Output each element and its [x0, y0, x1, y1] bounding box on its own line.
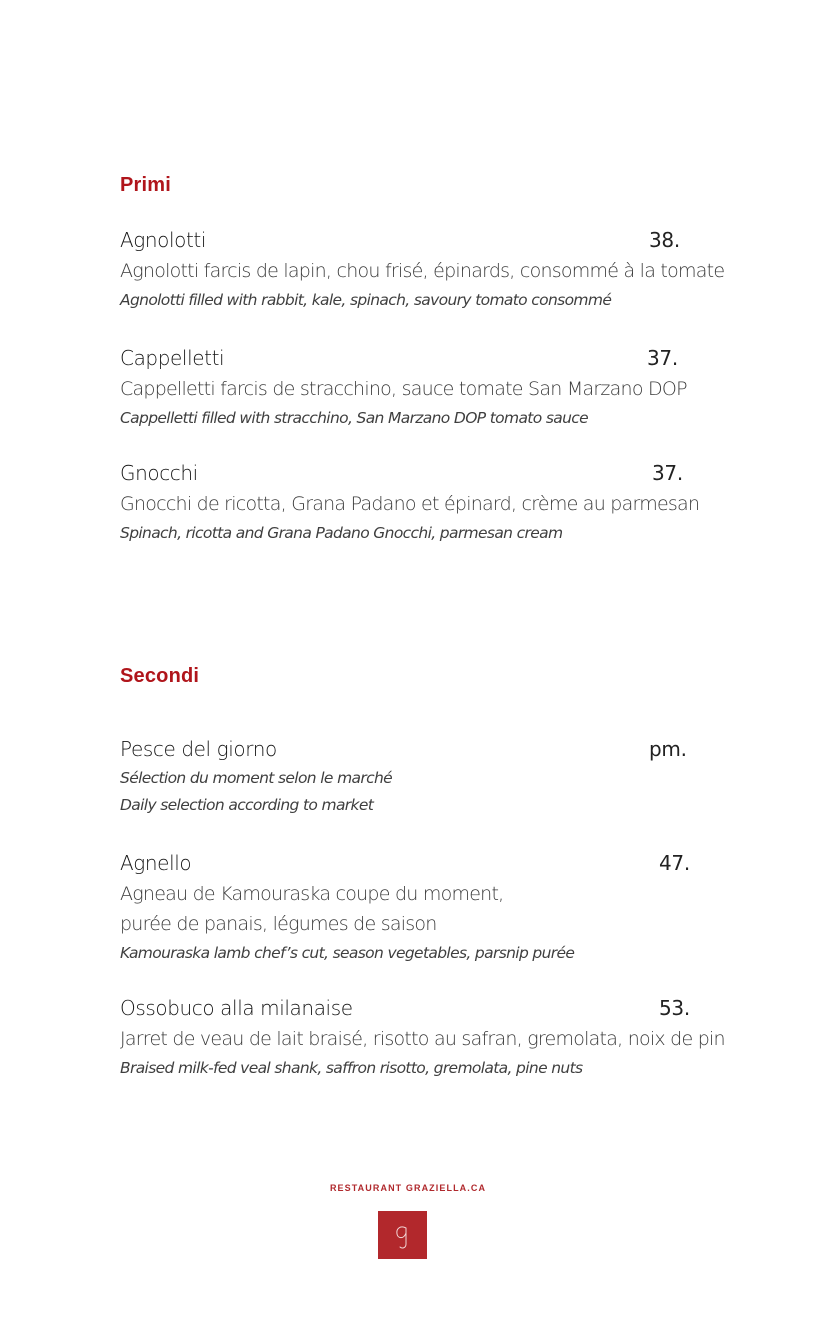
- item-name: Agnello: [120, 851, 192, 875]
- menu-item-gnocchi: [120, 461, 700, 541]
- item-description-en: Braised milk-fed veal shank, saffron risotto, gremolata, pine nuts: [120, 1059, 583, 1077]
- menu-item-agnello: [120, 851, 700, 966]
- menu-item-cappelletti: [120, 346, 700, 426]
- section-title-secondi: Secondi: [120, 665, 200, 687]
- item-description-fr-line2: purée de panais, légumes de saison: [120, 913, 437, 935]
- item-description-fr: Jarret de veau de lait braisé, risotto au safran, gremolata, noix de pin: [120, 1028, 725, 1050]
- item-name: Agnolotti: [120, 228, 207, 252]
- item-description-en: Kamouraska lamb chef’s cut, season vegetables, parsnip purée: [120, 944, 575, 962]
- item-price: 37.: [652, 461, 683, 485]
- item-description-en: Cappelletti filled with stracchino, San Marzano DOP tomato sauce: [120, 409, 589, 427]
- item-price: 47.: [659, 851, 690, 875]
- section-title-primi: Primi: [120, 174, 172, 196]
- menu-item-agnolotti: [120, 228, 725, 309]
- item-price: 37.: [647, 346, 678, 370]
- item-description-fr: Gnocchi de ricotta, Grana Padano et épinard, crème au parmesan: [120, 493, 700, 515]
- item-description-fr: Agneau de Kamouraska coupe du moment,: [120, 883, 504, 905]
- logo-g-icon: [378, 1211, 427, 1259]
- item-name: Gnocchi: [120, 461, 198, 485]
- restaurant-logo: [378, 1211, 427, 1259]
- item-description-fr: Agnolotti farcis de lapin, chou frisé, épinards, consommé à la tomate: [120, 260, 725, 282]
- item-description-fr: Sélection du moment selon le marché: [120, 769, 393, 787]
- item-name: Cappelletti: [120, 346, 225, 370]
- item-name: Ossobuco alla milanaise: [120, 996, 353, 1020]
- menu-item-ossobuco: [120, 996, 725, 1077]
- menu-item-pesce-del-giorno: [120, 737, 700, 817]
- item-description-en: Agnolotti filled with rabbit, kale, spinach, savoury tomato consommé: [120, 291, 612, 309]
- item-price: pm.: [649, 737, 687, 761]
- item-description-en: Daily selection according to market: [120, 796, 374, 814]
- item-description-fr: Cappelletti farcis de stracchino, sauce tomate San Marzano DOP: [120, 378, 687, 400]
- item-price: 38.: [649, 228, 680, 252]
- item-name: Pesce del giorno: [120, 737, 277, 761]
- item-description-en: Spinach, ricotta and Grana Padano Gnocchi, parmesan cream: [120, 524, 563, 542]
- item-price: 53.: [659, 996, 690, 1020]
- restaurant-website: RESTAURANT GRAZIELLA.CA: [329, 1183, 487, 1193]
